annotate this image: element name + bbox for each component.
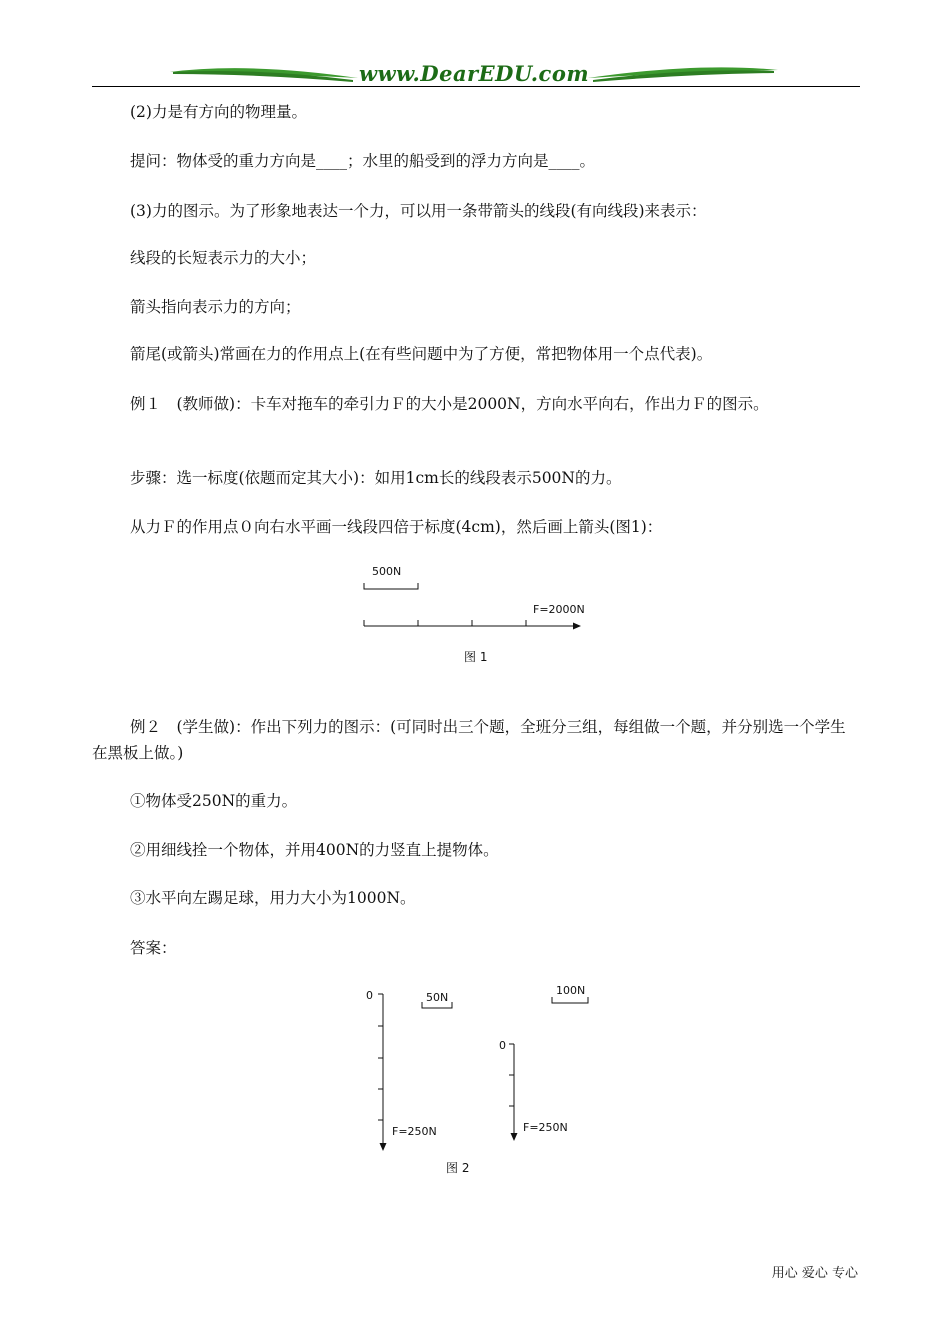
header-rule xyxy=(92,86,860,87)
paragraph: 例２ (学生做)：作出下列力的图示：(可同时出三个题，全班分三组，每组做一个题，并分别选一个学生在黑板上做。) xyxy=(92,718,846,762)
paragraph: (3)力的图示。为了形象地表达一个力，可以用一条带箭头的线段(有向线段)来表示： xyxy=(130,202,707,220)
figure-1-arrowhead xyxy=(573,623,581,630)
figure-2-origin-label-a: 0 xyxy=(366,989,373,1002)
paragraph: 例１ (教师做)：卡车对拖车的牵引力Ｆ的大小是2000N，方向水平向右，作出力Ｆ的图示。 xyxy=(130,395,769,413)
paragraph: (2)力是有方向的物理量。 xyxy=(130,103,307,121)
page-footer: 用心 爱心 专心 xyxy=(771,1266,858,1281)
paragraph: 箭尾(或箭头)常画在力的作用点上(在有些问题中为了方便，常把物体用一个点代表)。 xyxy=(130,345,713,363)
paragraph: 箭头指向表示力的方向； xyxy=(130,298,301,316)
figure-2 xyxy=(356,978,616,1188)
figure-1-caption: 图 1 xyxy=(464,650,488,664)
paragraph: 提问：物体受的重力方向是____；水里的船受到的浮力方向是____。 xyxy=(130,152,596,170)
paragraph: 从力Ｆ的作用点０向右水平画一线段四倍于标度(4cm)，然后画上箭头(图1)： xyxy=(130,518,663,536)
paragraph: 线段的长短表示力的大小； xyxy=(130,249,317,267)
figure-2-scale-label-a: 50N xyxy=(426,991,449,1004)
paragraph: ③水平向左踢足球，用力大小为1000N。 xyxy=(130,889,416,907)
figure-1-scale-label: 500N xyxy=(372,565,402,578)
paragraph: ①物体受250N的重力。 xyxy=(130,792,298,810)
paragraph: 步骤：选一标度(依题而定其大小)：如用1cm长的线段表示500N的力。 xyxy=(130,469,622,487)
paragraph: ②用细线拴一个物体，并用400N的力竖直上提物体。 xyxy=(130,841,499,859)
figure-2-force-label-b: F=250N xyxy=(523,1121,568,1134)
figure-2-scale-label-b: 100N xyxy=(556,984,586,997)
figure-2-origin-label-b: 0 xyxy=(499,1039,506,1052)
figure-1 xyxy=(340,556,620,676)
figure-2-arrowhead-a xyxy=(380,1143,387,1151)
figure-2-force-label-a: F=250N xyxy=(392,1125,437,1138)
figure-2-scale-bar-b xyxy=(552,997,588,1003)
figure-2-caption: 图 2 xyxy=(446,1161,470,1175)
figure-1-scale-bar xyxy=(364,583,418,589)
figure-1-force-label: F=2000N xyxy=(533,603,585,616)
figure-2-arrowhead-b xyxy=(511,1133,518,1141)
logo-text: www.DearEDU.com xyxy=(358,61,590,86)
paragraph: 答案： xyxy=(130,939,177,957)
